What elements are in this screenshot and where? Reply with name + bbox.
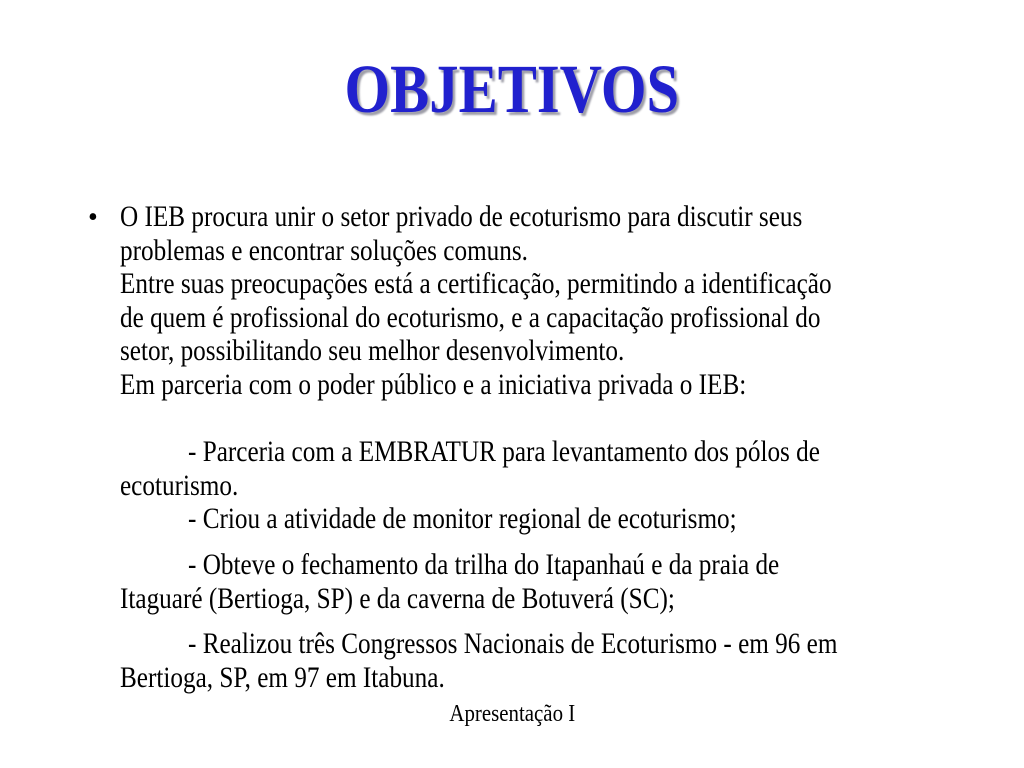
slide-body [86,200,1014,694]
slide-title: OBJETIVOS [344,51,680,127]
body-line: - Criou a atividade de monitor regional de ecoturismo; [188,502,737,536]
footer-text: Apresentação I [449,701,575,727]
body-line: de quem é profissional do ecoturismo, e a capacitação profissional do [120,300,821,334]
body-line: - Parceria com a EMBRATUR para levantamento dos pólos de [188,435,820,469]
body-line: Bertioga, SP, em 97 em Itabuna. [120,660,445,694]
body-line: - Realizou três Congressos Nacionais de Ecoturismo - em 96 em [188,627,838,661]
body-line [120,402,871,436]
body-lines [86,200,1014,694]
body-line: Itaguaré (Bertioga, SP) e da caverna de Botuverá (SC); [120,581,675,615]
slide-footer-area [0,701,1024,729]
body-line: O IEB procura unir o setor privado de ecoturismo para discutir seus [120,200,803,233]
body-line: - Obteve o fechamento da trilha do Itapanhaú e da praia de [188,547,780,581]
body-line: ecoturismo. [120,468,239,502]
body-line: Em parceria com o poder público e a iniciativa privada o IEB: [120,367,747,401]
slide-title-area [0,52,1024,127]
body-line: problemas e encontrar soluções comuns. [120,233,528,267]
body-line: setor, possibilitando seu melhor desenvolvimento. [120,334,625,368]
body-line: Entre suas preocupações está a certificação, permitindo a identificação [120,267,832,301]
bullet-marker: • [88,202,98,233]
